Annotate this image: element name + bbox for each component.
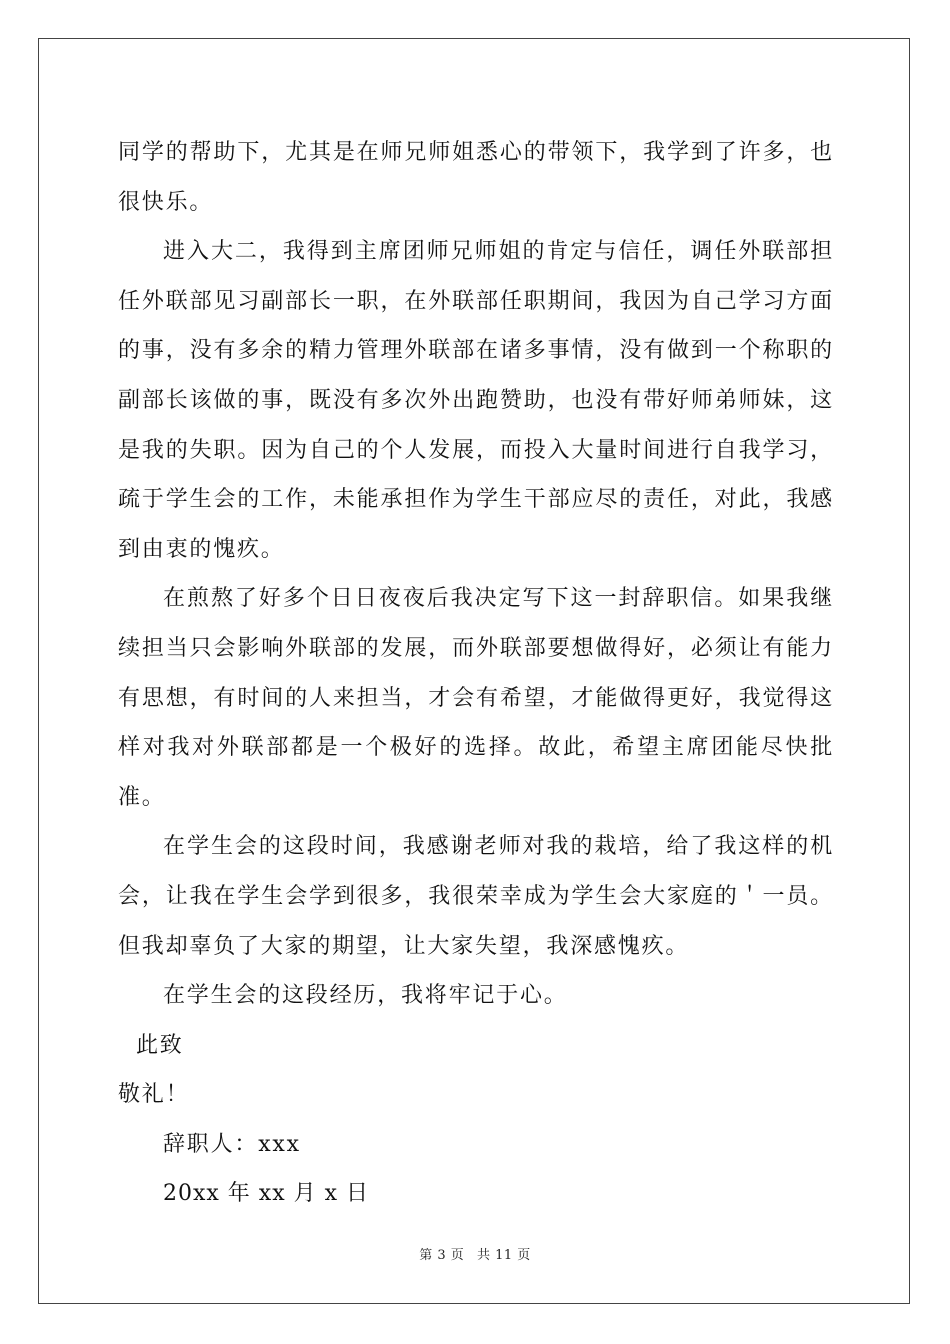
paragraph-continued: 同学的帮助下，尤其是在师兄师姐悉心的带领下，我学到了许多，也很快乐。 (118, 140, 834, 215)
paragraph-resignation-decision: 在煎熬了好多个日日夜夜后我决定写下这一封辞职信。如果我继续担当只会影响外联部的发展，而外联部要想做得好，必须让有能力有思想，有时间的人来担当，才会有希望，才能做得更好，我觉得这样对我对外联部都是一个极好的选择。故此，希望主席团能尽快批准。 (118, 586, 834, 810)
salute: 敬礼！ (118, 1082, 190, 1108)
signature-line: 辞职人：xxx (163, 1131, 301, 1157)
paragraph-sophomore-role: 进入大二，我得到主席团师兄师姐的肯定与信任，调任外联部担任外联部见习副部长一职，在外联部任职期间，我因为自己学习方面的事，没有多余的精力管理外联部在诸多事情，没有做到一个称职的副部长该做的事，既没有多次外出跑赞助，也没有带好师弟师妹，这是我的失职。因为自己的个人发展，而投入大量时间进行自我学习，疏于学生会的工作，未能承担作为学生干部应尽的责任，对此，我感到由衷的愧疚。 (118, 239, 834, 562)
document-body (118, 128, 834, 1219)
page-number: 第 3 页 (419, 1248, 465, 1263)
page-footer (0, 1244, 950, 1263)
paragraph-gratitude: 在学生会的这段时间，我感谢老师对我的栽培，给了我这样的机会，让我在学生会学到很多，我很荣幸成为学生会大家庭的＇一员。但我却辜负了大家的期望，让大家失望，我深感愧疚。 (118, 834, 834, 959)
paragraph-remember: 在学生会的这段经历，我将牢记于心。 (163, 983, 568, 1009)
closing-phrase: 此致 (136, 1032, 184, 1058)
page-total: 共 11 页 (476, 1248, 531, 1263)
date-line: 20xx 年 xx 月 x 日 (163, 1181, 369, 1207)
